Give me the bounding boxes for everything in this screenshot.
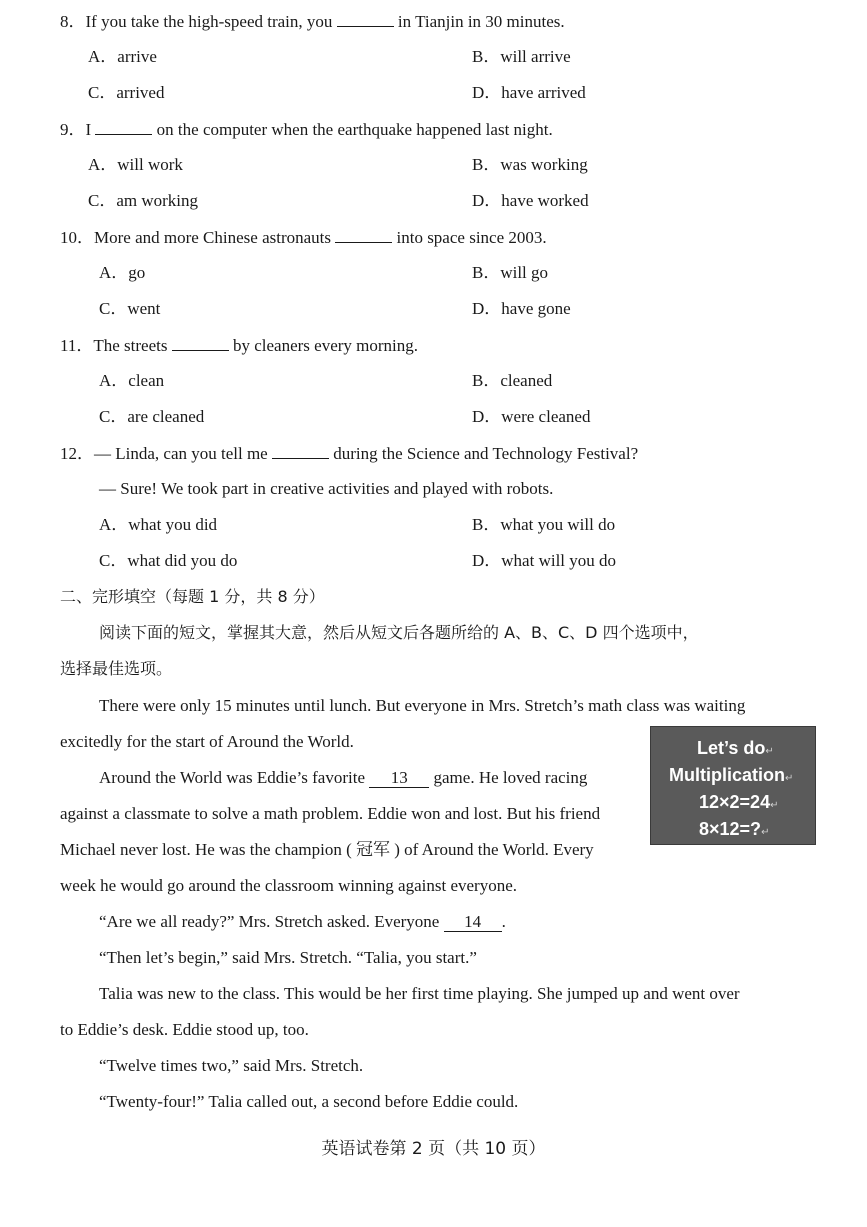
box-text: 8×12=? xyxy=(699,819,762,839)
return-mark: ↵ xyxy=(770,800,779,811)
question-text: in Tianjin in 30 minutes. xyxy=(393,12,565,31)
box-line xyxy=(669,762,793,792)
cloze-blank-14: 14 xyxy=(444,913,502,932)
passage-line: “Then let’s begin,” said Mrs. Stretch. “Talia, you start.” xyxy=(99,948,477,967)
passage-line: There were only 15 minutes until lunch. But everyone in Mrs. Stretch’s math class was waiting xyxy=(99,696,746,715)
passage-line: excitedly for the start of Around the World. xyxy=(60,732,354,751)
passage-line: to Eddie’s desk. Eddie stood up, too. xyxy=(60,1020,309,1039)
section-instruction: 阅读下面的短文，掌握其大意，然后从短文后各题所给的 A、B、C、D 四个选项中， xyxy=(99,623,699,642)
passage-line: week he would go around the classroom winning against everyone. xyxy=(60,876,517,895)
question-text: — Linda, can you tell me xyxy=(94,444,272,463)
box-line xyxy=(697,735,774,765)
question-number: 8． xyxy=(60,12,86,31)
return-mark: ↵ xyxy=(765,746,774,757)
passage-line xyxy=(99,911,506,933)
question-number: 12． xyxy=(60,444,94,463)
answer-blank xyxy=(172,334,229,351)
passage-text: Around the World was Eddie’s favorite xyxy=(99,768,370,787)
option-b: B．will arrive xyxy=(472,47,571,66)
answer-blank xyxy=(335,226,392,243)
passage-text: . xyxy=(501,912,506,931)
option-a: A．what you did xyxy=(99,515,218,534)
box-text: Let’s do xyxy=(697,738,766,758)
option-a: A．arrive xyxy=(88,47,157,66)
passage-line: Michael never lost. He was the champion ( 冠军 ) of Around the World. Every xyxy=(60,840,594,859)
option-d: D．were cleaned xyxy=(472,407,591,426)
section-instruction-cont: 选择最佳选项。 xyxy=(60,659,173,678)
question-11 xyxy=(60,334,418,357)
passage-line: against a classmate to solve a math problem. Eddie won and lost. But his friend xyxy=(60,804,601,823)
question-text: I xyxy=(85,120,96,139)
option-d: D．have arrived xyxy=(472,83,586,102)
passage-line: “Twenty-four!” Talia called out, a second before Eddie could. xyxy=(99,1092,519,1111)
option-d: D．what will you do xyxy=(472,551,617,570)
answer-blank xyxy=(337,10,394,27)
option-a: A．clean xyxy=(99,371,165,390)
option-b: B．cleaned xyxy=(472,371,553,390)
option-d: D．have worked xyxy=(472,191,589,210)
option-c: C．went xyxy=(99,299,161,318)
passage-line: “Twelve times two,” said Mrs. Stretch. xyxy=(99,1056,364,1075)
box-text: 12×2=24 xyxy=(699,792,771,812)
box-text: Multiplication xyxy=(669,765,785,785)
question-10 xyxy=(60,226,547,249)
question-12 xyxy=(60,442,638,465)
question-number: 9． xyxy=(60,120,86,139)
question-text: More and more Chinese astronauts xyxy=(94,228,336,247)
passage-line xyxy=(99,767,587,789)
option-d: D．have gone xyxy=(472,299,571,318)
option-a: A．will work xyxy=(88,155,183,174)
answer-blank xyxy=(272,442,329,459)
question-8 xyxy=(60,10,565,33)
multiplication-illustration xyxy=(650,726,816,845)
question-text: The streets xyxy=(93,336,172,355)
page-footer: 英语试卷第 2 页（共 10 页） xyxy=(321,1139,546,1159)
question-number: 10． xyxy=(60,228,94,247)
option-b: B．was working xyxy=(472,155,588,174)
return-mark: ↵ xyxy=(785,773,794,784)
question-9 xyxy=(60,118,553,141)
return-mark: ↵ xyxy=(761,827,770,838)
question-text: on the computer when the earthquake happened last night. xyxy=(152,120,553,139)
option-b: B．will go xyxy=(472,263,549,282)
option-a: A．go xyxy=(99,263,146,282)
passage-text: game. He loved racing xyxy=(429,768,588,787)
option-c: C．am working xyxy=(88,191,199,210)
cloze-blank-13: 13 xyxy=(369,769,429,788)
question-number: 11． xyxy=(60,336,94,355)
box-line xyxy=(699,789,778,819)
option-c: C．what did you do xyxy=(99,551,238,570)
box-line xyxy=(699,816,769,846)
passage-line: Talia was new to the class. This would be her first time playing. She jumped up and went over xyxy=(99,984,740,1003)
question-text: into space since 2003. xyxy=(392,228,547,247)
question-text: by cleaners every morning. xyxy=(228,336,419,355)
answer-blank xyxy=(95,118,152,135)
question-12-reply: — Sure! We took part in creative activities and played with robots. xyxy=(99,479,554,498)
question-text: during the Science and Technology Festival? xyxy=(328,444,639,463)
option-b: B．what you will do xyxy=(472,515,616,534)
question-text: If you take the high-speed train, you xyxy=(85,12,337,31)
section-heading: 二、完形填空（每题 1 分，共 8 分） xyxy=(60,587,325,606)
option-c: C．are cleaned xyxy=(99,407,205,426)
passage-text: “Are we all ready?” Mrs. Stretch asked. Everyone xyxy=(99,912,444,931)
option-c: C．arrived xyxy=(88,83,165,102)
